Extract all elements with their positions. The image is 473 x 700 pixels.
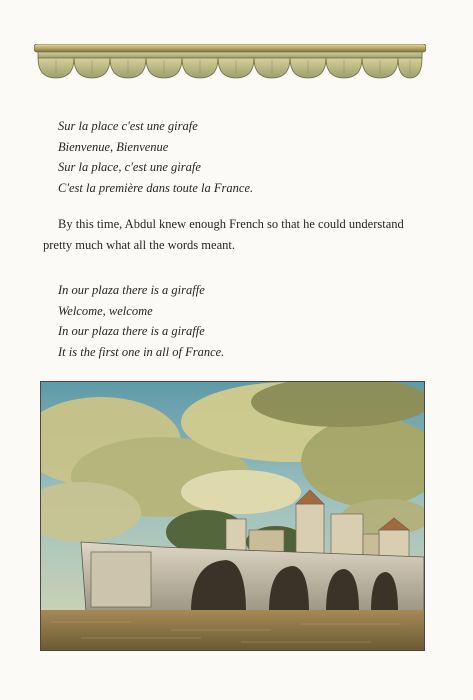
story-paragraph: By this time, Abdul knew enough French so that he could understand pretty much what all the words meant. bbox=[43, 217, 404, 252]
french-verse bbox=[58, 116, 253, 198]
verse-line: It is the first one in all of France. bbox=[58, 344, 225, 359]
bridge-painting-illustration bbox=[40, 381, 425, 651]
verse-line: In our plaza there is a giraffe bbox=[58, 283, 205, 297]
english-verse bbox=[58, 280, 224, 362]
verse-line: Sur la place, c'est une girafe bbox=[58, 160, 201, 174]
verse-line: Welcome, welcome bbox=[58, 303, 153, 318]
decorative-valance-border bbox=[34, 44, 426, 84]
verse-line: Sur la place c'est une girafe bbox=[58, 119, 198, 133]
verse-line: C'est la première dans toute la France. bbox=[58, 180, 254, 195]
verse-line: Bienvenue, Bienvenue bbox=[58, 139, 169, 154]
verse-line: In our plaza there is a giraffe bbox=[58, 324, 205, 338]
